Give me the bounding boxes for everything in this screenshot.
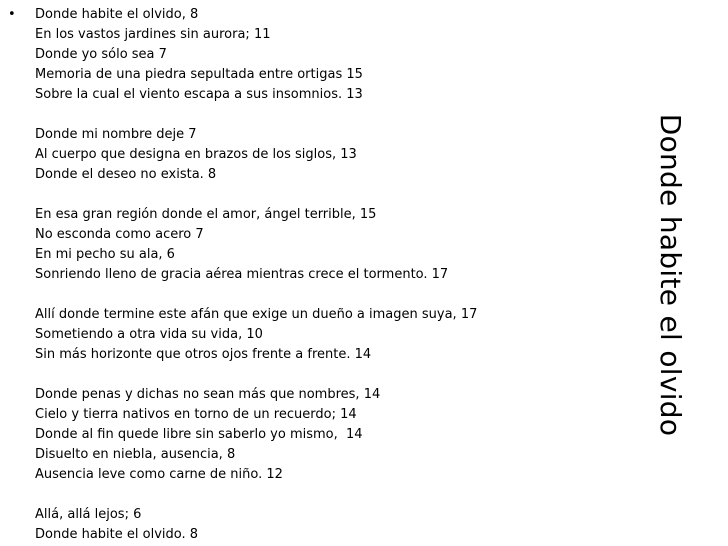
poem-line: Allí donde termine este afán que exige un dueño a imagen suya, 17: [35, 307, 478, 322]
slide-title-vertical: Donde habite el olvido: [654, 113, 687, 437]
poem-line: Sobre la cual el viento escapa a sus insomnios. 13: [35, 87, 363, 102]
poem-line: No esconda como acero 7: [35, 227, 204, 242]
poem-line: En esa gran región donde el amor, ángel terrible, 15: [35, 207, 377, 222]
poem-line: Sin más horizonte que otros ojos frente a frente. 14: [35, 347, 372, 362]
poem-line: Donde yo sólo sea 7: [35, 47, 167, 62]
stanza-3: [35, 205, 635, 285]
poem-line: Donde habite el olvido. 8: [35, 527, 199, 542]
poem-line: Ausencia leve como carne de niño. 12: [35, 467, 283, 482]
stanza-5: [35, 385, 635, 485]
stanza-4: [35, 305, 635, 365]
stanza-6: [35, 505, 635, 545]
poem-line: Cielo y tierra nativos en torno de un recuerdo; 14: [35, 407, 357, 422]
poem-body: [35, 5, 635, 545]
stanza-2: [35, 125, 635, 185]
poem-line: Allá, allá lejos; 6: [35, 507, 142, 522]
poem-line: En mi pecho su ala, 6: [35, 247, 175, 262]
poem-line: Donde habite el olvido, 8: [35, 7, 199, 22]
poem-line: Donde al fin quede libre sin saberlo yo mismo, 14: [35, 427, 363, 442]
poem-line: Sonriendo lleno de gracia aérea mientras crece el tormento. 17: [35, 267, 449, 282]
poem-line: Disuelto en niebla, ausencia, 8: [35, 447, 236, 462]
poem-line: Al cuerpo que designa en brazos de los siglos, 13: [35, 147, 357, 162]
poem-line: Donde el deseo no exista. 8: [35, 167, 217, 182]
poem-line: En los vastos jardines sin aurora; 11: [35, 27, 271, 42]
poem-line: Donde mi nombre deje 7: [35, 127, 197, 142]
stanza-1: [35, 5, 635, 105]
poem-line: Sometiendo a otra vida su vida, 10: [35, 327, 263, 342]
bullet-marker: •: [8, 7, 16, 22]
poem-line: Memoria de una piedra sepultada entre ortigas 15: [35, 67, 363, 82]
poem-line: Donde penas y dichas no sean más que nombres, 14: [35, 387, 381, 402]
